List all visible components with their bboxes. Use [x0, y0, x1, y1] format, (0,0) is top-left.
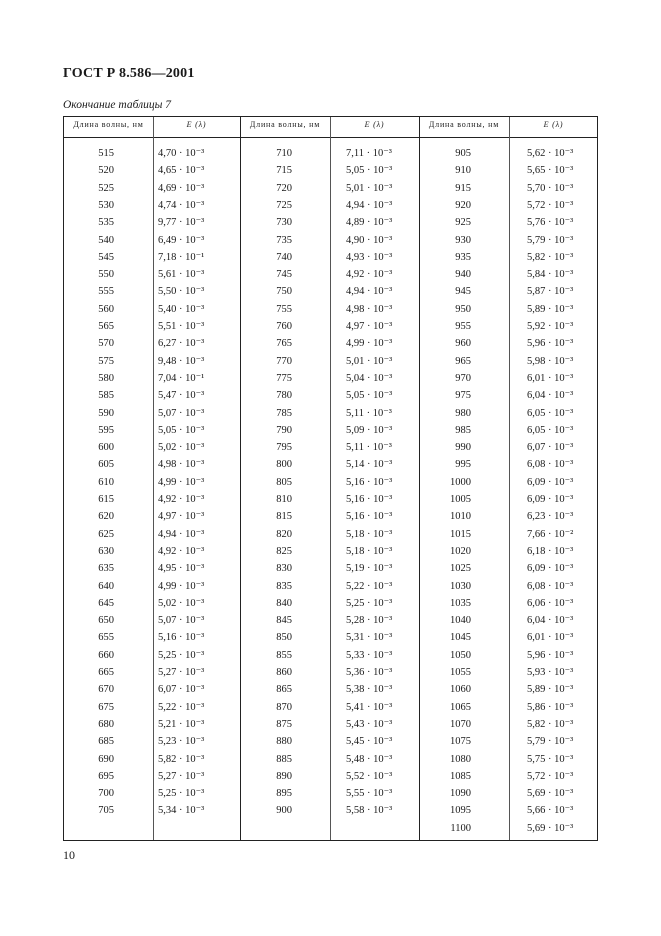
- e-lambda-cell: 5,98 · 10⁻³: [527, 355, 574, 367]
- wavelength-cell: 885: [276, 753, 292, 765]
- wavelength-cell: 755: [276, 303, 292, 315]
- e-lambda-cell: 5,16 · 10⁻³: [346, 494, 393, 505]
- wavelength-cell: 570: [98, 338, 114, 350]
- e-lambda-cell: 5,07 · 10⁻³: [158, 407, 205, 419]
- wavelength-cell: 970: [455, 372, 471, 384]
- col-header-e-lambda: E (λ): [543, 120, 564, 129]
- wavelength-cell: 710: [276, 148, 292, 159]
- wavelength-cell: 990: [455, 442, 471, 454]
- wavelength-cell: 530: [98, 199, 114, 211]
- wavelength-cell: 525: [98, 182, 114, 194]
- e-lambda-cell: 5,19 · 10⁻³: [346, 563, 393, 575]
- document-title: ГОСТ Р 8.586—2001: [63, 66, 195, 81]
- e-lambda-cell: 5,34 · 10⁻³: [158, 805, 205, 817]
- wavelength-cell: 850: [276, 632, 292, 644]
- wavelength-cell: 1030: [450, 580, 471, 592]
- wavelength-cell: 680: [98, 718, 114, 730]
- e-lambda-cell: 5,70 · 10⁻³: [527, 182, 574, 194]
- e-lambda-cell: 4,92 · 10⁻³: [158, 494, 205, 505]
- e-lambda-cell: 5,45 · 10⁻³: [346, 736, 393, 748]
- wavelength-cell: 950: [455, 303, 471, 315]
- e-lambda-cell: 5,69 · 10⁻³: [527, 822, 574, 834]
- e-lambda-cell: 4,97 · 10⁻³: [158, 511, 205, 523]
- wavelength-cell: 1000: [450, 476, 471, 488]
- e-lambda-cell: 4,92 · 10⁻³: [158, 545, 205, 557]
- e-lambda-cell: 6,04 · 10⁻³: [527, 615, 574, 627]
- e-lambda-cell: 5,21 · 10⁻³: [158, 718, 205, 730]
- wavelength-cell: 1020: [450, 545, 471, 557]
- column-divider: [509, 117, 510, 840]
- wavelength-cell: 605: [98, 459, 114, 471]
- e-lambda-cell: 6,01 · 10⁻³: [527, 372, 574, 384]
- e-lambda-cell: 5,14 · 10⁻³: [346, 459, 393, 471]
- wavelength-cell: 785: [276, 407, 292, 419]
- e-lambda-cell: 5,47 · 10⁻³: [158, 390, 205, 402]
- e-lambda-cell: 5,93 · 10⁻³: [527, 667, 574, 678]
- wavelength-cell: 1040: [450, 615, 471, 627]
- wavelength-cell: 595: [98, 424, 114, 436]
- e-lambda-cell: 7,66 · 10⁻²: [527, 528, 574, 540]
- wavelength-cell: 725: [276, 199, 292, 211]
- e-lambda-cell: 6,05 · 10⁻³: [527, 407, 574, 419]
- e-lambda-cell: 4,92 · 10⁻³: [346, 269, 393, 281]
- wavelength-cell: 535: [98, 217, 114, 229]
- e-lambda-cell: 5,05 · 10⁻³: [346, 165, 393, 177]
- wavelength-cell: 1095: [450, 805, 471, 817]
- wavelength-cell: 760: [276, 321, 292, 332]
- e-lambda-cell: 6,18 · 10⁻³: [527, 545, 574, 557]
- e-lambda-cell: 5,48 · 10⁻³: [346, 753, 393, 765]
- e-lambda-cell: 4,95 · 10⁻³: [158, 563, 205, 575]
- wavelength-cell: 690: [98, 753, 114, 765]
- e-lambda-cell: 5,82 · 10⁻³: [527, 718, 574, 730]
- e-lambda-cell: 6,07 · 10⁻³: [527, 442, 574, 454]
- wavelength-cell: 880: [276, 736, 292, 748]
- e-lambda-cell: 5,22 · 10⁻³: [346, 580, 393, 592]
- e-lambda-cell: 5,65 · 10⁻³: [527, 165, 574, 177]
- e-lambda-cell: 5,16 · 10⁻³: [346, 511, 393, 523]
- e-lambda-cell: 4,74 · 10⁻³: [158, 199, 205, 211]
- wavelength-cell: 780: [276, 390, 292, 402]
- e-lambda-cell: 5,22 · 10⁻³: [158, 701, 205, 713]
- col-header-wavelength: Длина волны, нм: [428, 120, 500, 129]
- wavelength-cell: 790: [276, 424, 292, 436]
- wavelength-cell: 700: [98, 788, 114, 800]
- e-lambda-cell: 6,06 · 10⁻³: [527, 597, 574, 609]
- e-lambda-cell: 5,04 · 10⁻³: [346, 372, 393, 384]
- wavelength-cell: 560: [98, 303, 114, 315]
- e-lambda-cell: 5,25 · 10⁻³: [158, 788, 205, 800]
- e-lambda-cell: 6,09 · 10⁻³: [527, 494, 574, 505]
- e-lambda-cell: 5,11 · 10⁻³: [346, 407, 392, 419]
- wavelength-cell: 515: [98, 148, 114, 159]
- wavelength-cell: 1015: [450, 528, 471, 540]
- wavelength-cell: 750: [276, 286, 292, 298]
- e-lambda-cell: 6,05 · 10⁻³: [527, 424, 574, 436]
- wavelength-cell: 935: [455, 251, 471, 263]
- e-lambda-cell: 5,58 · 10⁻³: [346, 805, 393, 817]
- wavelength-cell: 580: [98, 372, 114, 384]
- wavelength-cell: 890: [276, 770, 292, 782]
- e-lambda-cell: 5,09 · 10⁻³: [346, 424, 393, 436]
- e-lambda-cell: 5,31 · 10⁻³: [346, 632, 393, 644]
- wavelength-cell: 590: [98, 407, 114, 419]
- wavelength-cell: 1005: [450, 494, 471, 505]
- wavelength-cell: 545: [98, 251, 114, 263]
- e-lambda-cell: 5,05 · 10⁻³: [346, 390, 393, 402]
- e-lambda-cell: 5,92 · 10⁻³: [527, 321, 574, 332]
- wavelength-cell: 825: [276, 545, 292, 557]
- wavelength-cell: 960: [455, 338, 471, 350]
- wavelength-cell: 910: [455, 165, 471, 177]
- wavelength-cell: 770: [276, 355, 292, 367]
- wavelength-cell: 615: [98, 494, 114, 505]
- e-lambda-cell: 5,11 · 10⁻³: [346, 442, 392, 454]
- wavelength-cell: 965: [455, 355, 471, 367]
- wavelength-cell: 800: [276, 459, 292, 471]
- e-lambda-cell: 5,27 · 10⁻³: [158, 667, 205, 678]
- wavelength-cell: 585: [98, 390, 114, 402]
- data-table: [63, 116, 598, 841]
- wavelength-cell: 1010: [450, 511, 471, 523]
- wavelength-cell: 930: [455, 234, 471, 246]
- wavelength-cell: 685: [98, 736, 114, 748]
- e-lambda-cell: 5,86 · 10⁻³: [527, 701, 574, 713]
- wavelength-cell: 905: [455, 148, 471, 159]
- e-lambda-cell: 7,04 · 10⁻¹: [158, 372, 205, 384]
- wavelength-cell: 520: [98, 165, 114, 177]
- e-lambda-cell: 5,72 · 10⁻³: [527, 770, 574, 782]
- wavelength-cell: 720: [276, 182, 292, 194]
- e-lambda-cell: 4,99 · 10⁻³: [346, 338, 393, 350]
- e-lambda-cell: 5,84 · 10⁻³: [527, 269, 574, 281]
- wavelength-cell: 1100: [450, 822, 471, 834]
- wavelength-cell: 1045: [450, 632, 471, 644]
- e-lambda-cell: 6,08 · 10⁻³: [527, 459, 574, 471]
- wavelength-cell: 645: [98, 597, 114, 609]
- wavelength-cell: 655: [98, 632, 114, 644]
- wavelength-cell: 575: [98, 355, 114, 367]
- e-lambda-cell: 6,09 · 10⁻³: [527, 476, 574, 488]
- e-lambda-cell: 5,01 · 10⁻³: [346, 182, 393, 194]
- e-lambda-cell: 5,69 · 10⁻³: [527, 788, 574, 800]
- e-lambda-cell: 5,82 · 10⁻³: [158, 753, 205, 765]
- e-lambda-cell: 4,98 · 10⁻³: [158, 459, 205, 471]
- e-lambda-cell: 6,08 · 10⁻³: [527, 580, 574, 592]
- e-lambda-cell: 6,07 · 10⁻³: [158, 684, 205, 696]
- e-lambda-cell: 4,69 · 10⁻³: [158, 182, 205, 194]
- e-lambda-cell: 5,25 · 10⁻³: [158, 649, 205, 661]
- e-lambda-cell: 5,82 · 10⁻³: [527, 251, 574, 263]
- wavelength-cell: 1075: [450, 736, 471, 748]
- wavelength-cell: 895: [276, 788, 292, 800]
- wavelength-cell: 1025: [450, 563, 471, 575]
- wavelength-cell: 600: [98, 442, 114, 454]
- wavelength-cell: 735: [276, 234, 292, 246]
- e-lambda-cell: 5,87 · 10⁻³: [527, 286, 574, 298]
- e-lambda-cell: 4,90 · 10⁻³: [346, 234, 393, 246]
- wavelength-cell: 940: [455, 269, 471, 281]
- e-lambda-cell: 4,99 · 10⁻³: [158, 580, 205, 592]
- e-lambda-cell: 5,72 · 10⁻³: [527, 199, 574, 211]
- wavelength-cell: 815: [276, 511, 292, 523]
- column-divider: [153, 117, 154, 840]
- wavelength-cell: 715: [276, 165, 292, 177]
- wavelength-cell: 980: [455, 407, 471, 419]
- wavelength-cell: 900: [276, 805, 292, 817]
- e-lambda-cell: 5,36 · 10⁻³: [346, 667, 393, 678]
- col-header-wavelength: Длина волны, нм: [249, 120, 321, 129]
- e-lambda-cell: 4,94 · 10⁻³: [346, 199, 393, 211]
- wavelength-cell: 945: [455, 286, 471, 298]
- wavelength-cell: 985: [455, 424, 471, 436]
- e-lambda-cell: 5,75 · 10⁻³: [527, 753, 574, 765]
- e-lambda-cell: 5,50 · 10⁻³: [158, 286, 205, 298]
- wavelength-cell: 1085: [450, 770, 471, 782]
- e-lambda-cell: 5,01 · 10⁻³: [346, 355, 393, 367]
- wavelength-cell: 775: [276, 372, 292, 384]
- wavelength-cell: 845: [276, 615, 292, 627]
- e-lambda-cell: 5,05 · 10⁻³: [158, 424, 205, 436]
- e-lambda-cell: 4,97 · 10⁻³: [346, 321, 393, 332]
- column-divider: [330, 117, 331, 840]
- e-lambda-cell: 5,61 · 10⁻³: [158, 269, 205, 281]
- e-lambda-cell: 5,40 · 10⁻³: [158, 303, 205, 315]
- col-header-e-lambda: E (λ): [364, 120, 385, 129]
- wavelength-cell: 915: [455, 182, 471, 194]
- e-lambda-cell: 4,89 · 10⁻³: [346, 217, 393, 229]
- wavelength-cell: 920: [455, 199, 471, 211]
- e-lambda-cell: 6,49 · 10⁻³: [158, 234, 205, 246]
- wavelength-cell: 705: [98, 805, 114, 817]
- e-lambda-cell: 4,94 · 10⁻³: [158, 528, 205, 540]
- e-lambda-cell: 4,93 · 10⁻³: [346, 251, 393, 263]
- wavelength-cell: 650: [98, 615, 114, 627]
- wavelength-cell: 675: [98, 701, 114, 713]
- wavelength-cell: 830: [276, 563, 292, 575]
- e-lambda-cell: 5,76 · 10⁻³: [527, 217, 574, 229]
- e-lambda-cell: 5,02 · 10⁻³: [158, 442, 205, 454]
- wavelength-cell: 765: [276, 338, 292, 350]
- e-lambda-cell: 5,33 · 10⁻³: [346, 649, 393, 661]
- e-lambda-cell: 5,43 · 10⁻³: [346, 718, 393, 730]
- e-lambda-cell: 6,27 · 10⁻³: [158, 338, 205, 350]
- wavelength-cell: 840: [276, 597, 292, 609]
- wavelength-cell: 820: [276, 528, 292, 540]
- e-lambda-cell: 6,23 · 10⁻³: [527, 511, 574, 523]
- e-lambda-cell: 5,41 · 10⁻³: [346, 701, 393, 713]
- wavelength-cell: 1065: [450, 701, 471, 713]
- e-lambda-cell: 5,38 · 10⁻³: [346, 684, 393, 696]
- wavelength-cell: 925: [455, 217, 471, 229]
- wavelength-cell: 625: [98, 528, 114, 540]
- e-lambda-cell: 6,01 · 10⁻³: [527, 632, 574, 644]
- e-lambda-cell: 4,70 · 10⁻³: [158, 148, 205, 159]
- wavelength-cell: 865: [276, 684, 292, 696]
- wavelength-cell: 1070: [450, 718, 471, 730]
- e-lambda-cell: 5,89 · 10⁻³: [527, 303, 574, 315]
- e-lambda-cell: 5,02 · 10⁻³: [158, 597, 205, 609]
- wavelength-cell: 875: [276, 718, 292, 730]
- e-lambda-cell: 5,16 · 10⁻³: [158, 632, 205, 644]
- e-lambda-cell: 5,51 · 10⁻³: [158, 321, 205, 332]
- wavelength-cell: 1090: [450, 788, 471, 800]
- wavelength-cell: 855: [276, 649, 292, 661]
- e-lambda-cell: 5,07 · 10⁻³: [158, 615, 205, 627]
- e-lambda-cell: 5,28 · 10⁻³: [346, 615, 393, 627]
- wavelength-cell: 540: [98, 234, 114, 246]
- wavelength-cell: 1055: [450, 667, 471, 678]
- table-caption: Окончание таблицы 7: [63, 99, 171, 111]
- wavelength-cell: 975: [455, 390, 471, 402]
- page-number: 10: [63, 848, 75, 862]
- e-lambda-cell: 5,16 · 10⁻³: [346, 476, 393, 488]
- e-lambda-cell: 5,55 · 10⁻³: [346, 788, 393, 800]
- wavelength-cell: 730: [276, 217, 292, 229]
- e-lambda-cell: 5,79 · 10⁻³: [527, 736, 574, 748]
- wavelength-cell: 745: [276, 269, 292, 281]
- e-lambda-cell: 5,96 · 10⁻³: [527, 649, 574, 661]
- e-lambda-cell: 6,04 · 10⁻³: [527, 390, 574, 402]
- e-lambda-cell: 9,77 · 10⁻³: [158, 217, 205, 229]
- e-lambda-cell: 5,52 · 10⁻³: [346, 770, 393, 782]
- wavelength-cell: 1080: [450, 753, 471, 765]
- wavelength-cell: 555: [98, 286, 114, 298]
- e-lambda-cell: 4,65 · 10⁻³: [158, 165, 205, 177]
- e-lambda-cell: 6,09 · 10⁻³: [527, 563, 574, 575]
- e-lambda-cell: 5,79 · 10⁻³: [527, 234, 574, 246]
- col-header-wavelength: Длина волны, нм: [73, 120, 144, 129]
- wavelength-cell: 640: [98, 580, 114, 592]
- e-lambda-cell: 5,18 · 10⁻³: [346, 528, 393, 540]
- e-lambda-cell: 5,96 · 10⁻³: [527, 338, 574, 350]
- wavelength-cell: 995: [455, 459, 471, 471]
- e-lambda-cell: 5,27 · 10⁻³: [158, 770, 205, 782]
- e-lambda-cell: 7,11 · 10⁻³: [346, 148, 392, 159]
- e-lambda-cell: 4,98 · 10⁻³: [346, 303, 393, 315]
- wavelength-cell: 810: [276, 494, 292, 505]
- wavelength-cell: 635: [98, 563, 114, 575]
- e-lambda-cell: 4,94 · 10⁻³: [346, 286, 393, 298]
- wavelength-cell: 695: [98, 770, 114, 782]
- wavelength-cell: 795: [276, 442, 292, 454]
- col-header-e-lambda: E (λ): [186, 120, 207, 129]
- e-lambda-cell: 5,62 · 10⁻³: [527, 148, 574, 159]
- e-lambda-cell: 4,99 · 10⁻³: [158, 476, 205, 488]
- wavelength-cell: 860: [276, 667, 292, 678]
- e-lambda-cell: 7,18 · 10⁻¹: [158, 251, 205, 263]
- e-lambda-cell: 5,66 · 10⁻³: [527, 805, 574, 817]
- wavelength-cell: 805: [276, 476, 292, 488]
- wavelength-cell: 740: [276, 251, 292, 263]
- e-lambda-cell: 5,18 · 10⁻³: [346, 545, 393, 557]
- wavelength-cell: 610: [98, 476, 114, 488]
- wavelength-cell: 1050: [450, 649, 471, 661]
- wavelength-cell: 565: [98, 321, 114, 332]
- wavelength-cell: 955: [455, 321, 471, 332]
- wavelength-cell: 1060: [450, 684, 471, 696]
- e-lambda-cell: 5,23 · 10⁻³: [158, 736, 205, 748]
- e-lambda-cell: 9,48 · 10⁻³: [158, 355, 205, 367]
- wavelength-cell: 670: [98, 684, 114, 696]
- wavelength-cell: 630: [98, 545, 114, 557]
- wavelength-cell: 1035: [450, 597, 471, 609]
- wavelength-cell: 550: [98, 269, 114, 281]
- e-lambda-cell: 5,25 · 10⁻³: [346, 597, 393, 609]
- wavelength-cell: 620: [98, 511, 114, 523]
- wavelength-cell: 870: [276, 701, 292, 713]
- wavelength-cell: 665: [98, 667, 114, 678]
- e-lambda-cell: 5,89 · 10⁻³: [527, 684, 574, 696]
- wavelength-cell: 660: [98, 649, 114, 661]
- wavelength-cell: 835: [276, 580, 292, 592]
